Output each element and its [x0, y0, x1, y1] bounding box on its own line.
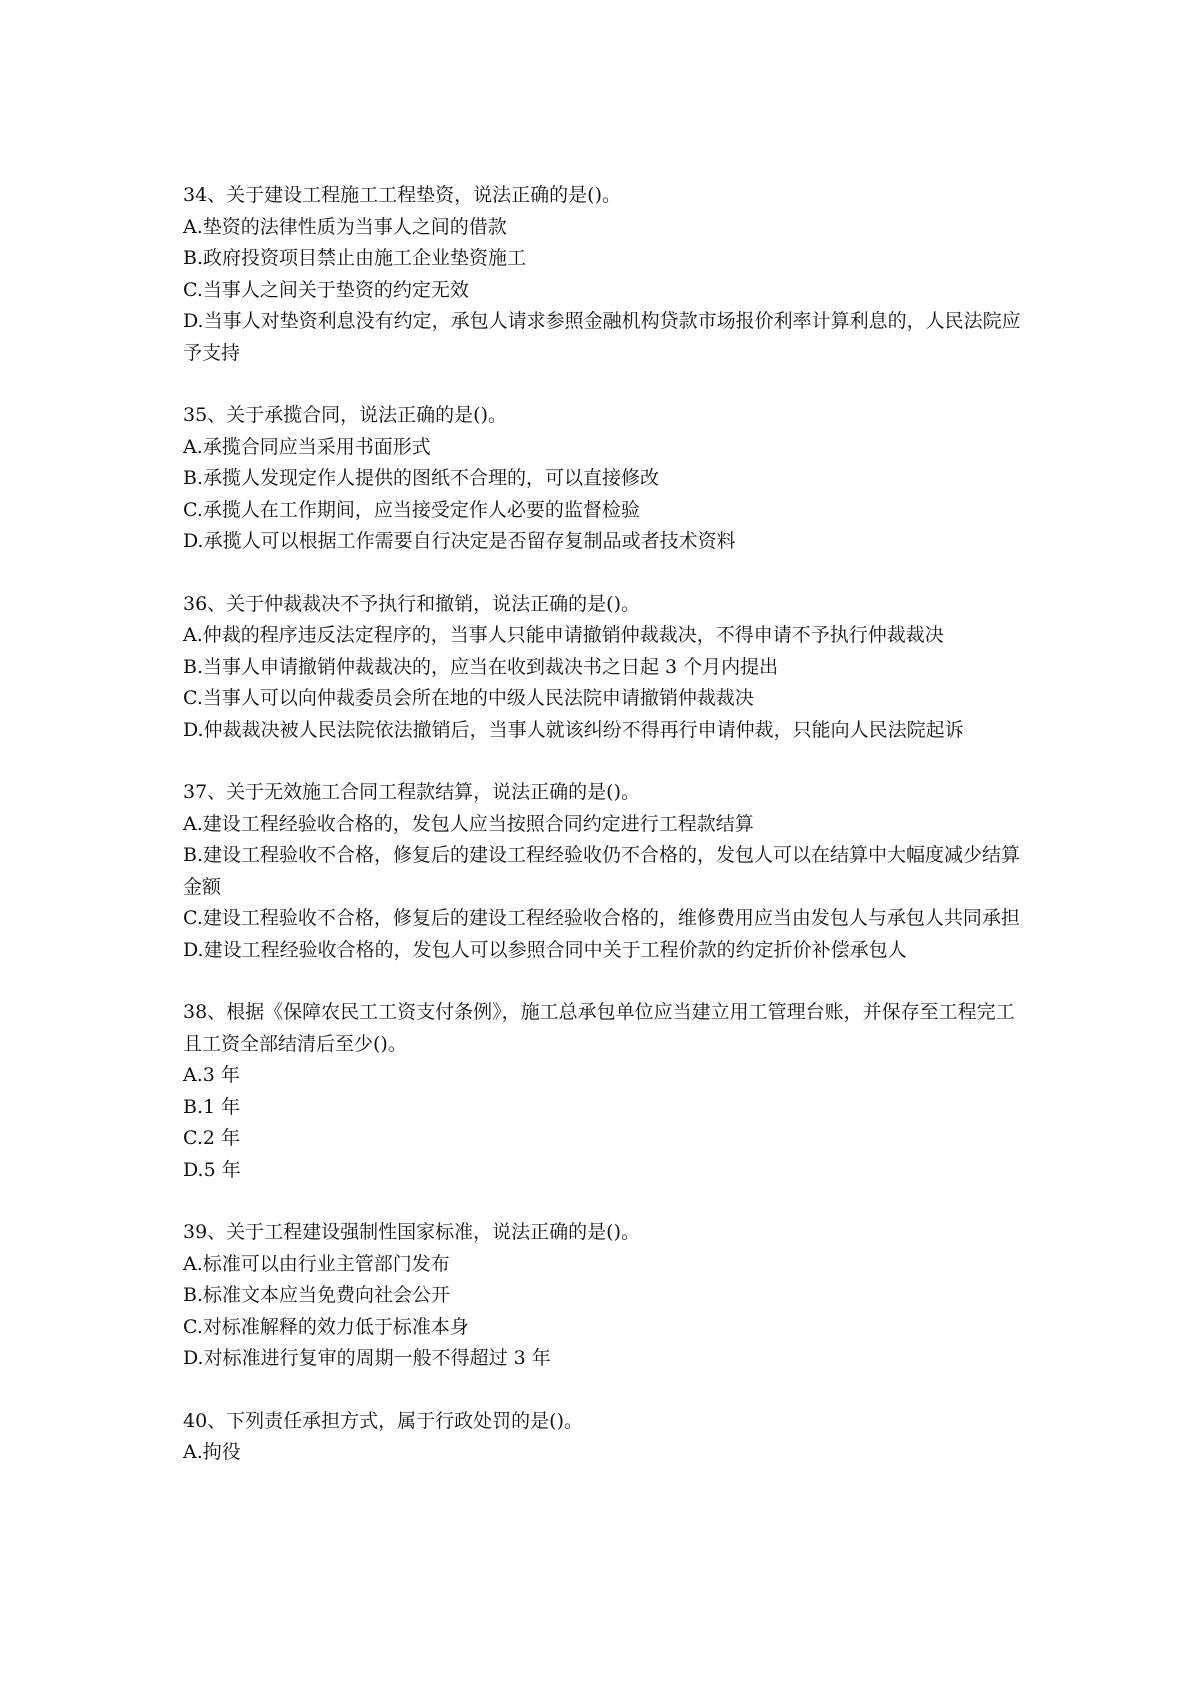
option-c: C.对标准解释的效力低于标准本身: [183, 1315, 469, 1338]
question-39: [183, 1217, 1023, 1375]
option-c: C.当事人之间关于垫资的约定无效: [183, 278, 469, 301]
option-b: B.标准文本应当免费向社会公开: [183, 1284, 451, 1306]
option-d: D.承揽人可以根据工作需要自行决定是否留存复制品或者技术资料: [183, 530, 736, 552]
option-b: B.建设工程验收不合格，修复后的建设工程经验收仍不合格的，发包人可以在结算中大幅度减少结算金额: [183, 844, 1021, 898]
option-a: A.承揽合同应当采用书面形式: [183, 435, 431, 458]
option-a: A.标准可以由行业主管部门发布: [183, 1252, 450, 1275]
option-d: D.当事人对垫资利息没有约定，承包人请求参照金融机构贷款市场报价利率计算利息的，人民法院应予支持: [183, 310, 1021, 364]
option-c: C.2 年: [183, 1127, 241, 1149]
option-b: B.当事人申请撤销仲裁裁决的，应当在收到裁决书之日起 3 个月内提出: [183, 655, 779, 678]
question-stem: 40、下列责任承担方式，属于行政处罚的是()。: [183, 1409, 584, 1432]
question-34: [183, 180, 1023, 369]
option-c: C.建设工程验收不合格，修复后的建设工程经验收合格的，维修费用应当由发包人与承包人共同承担: [183, 907, 1020, 929]
question-stem: 36、关于仲裁裁决不予执行和撤销，说法正确的是()。: [183, 592, 641, 615]
question-38: [183, 997, 1023, 1186]
option-a: A.建设工程经验收合格的，发包人应当按照合同约定进行工程款结算: [183, 812, 754, 835]
option-d: D.5 年: [183, 1158, 241, 1181]
option-b: B.1 年: [183, 1095, 241, 1118]
option-d: D.对标准进行复审的周期一般不得超过 3 年: [183, 1347, 551, 1369]
question-36: [183, 589, 1023, 747]
option-b: B.政府投资项目禁止由施工企业垫资施工: [183, 247, 527, 269]
option-d: D.建设工程经验收合格的，发包人可以参照合同中关于工程价款的约定折价补偿承包人: [183, 938, 907, 961]
option-c: C.当事人可以向仲裁委员会所在地的中级人民法院申请撤销仲裁裁决: [183, 687, 754, 709]
option-b: B.承揽人发现定作人提供的图纸不合理的，可以直接修改: [183, 467, 660, 489]
question-35: [183, 400, 1023, 558]
document-page: [183, 180, 1023, 1500]
question-stem: 34、关于建设工程施工工程垫资，说法正确的是()。: [183, 184, 622, 206]
option-a: A.垫资的法律性质为当事人之间的借款: [183, 215, 507, 238]
question-40: [183, 1406, 1023, 1469]
option-a: A.拘役: [183, 1441, 241, 1463]
option-c: C.承揽人在工作期间，应当接受定作人必要的监督检验: [183, 498, 640, 521]
option-a: A.3 年: [183, 1064, 240, 1086]
question-stem: 39、关于工程建设强制性国家标准，说法正确的是()。: [183, 1221, 641, 1243]
question-stem: 38、根据《保障农民工工资支付条例》，施工总承包单位应当建立用工管理台账，并保存至工程完工且工资全部结清后至少()。: [183, 1001, 1015, 1055]
option-d: D.仲裁裁决被人民法院依法撤销后，当事人就该纠纷不得再行申请仲裁，只能向人民法院起诉: [183, 718, 964, 741]
option-a: A.仲裁的程序违反法定程序的，当事人只能申请撤销仲裁裁决，不得申请不予执行仲裁裁决: [183, 624, 944, 646]
question-37: [183, 777, 1023, 966]
question-stem: 37、关于无效施工合同工程款结算，说法正确的是()。: [183, 781, 641, 803]
question-stem: 35、关于承揽合同，说法正确的是()。: [183, 404, 508, 426]
